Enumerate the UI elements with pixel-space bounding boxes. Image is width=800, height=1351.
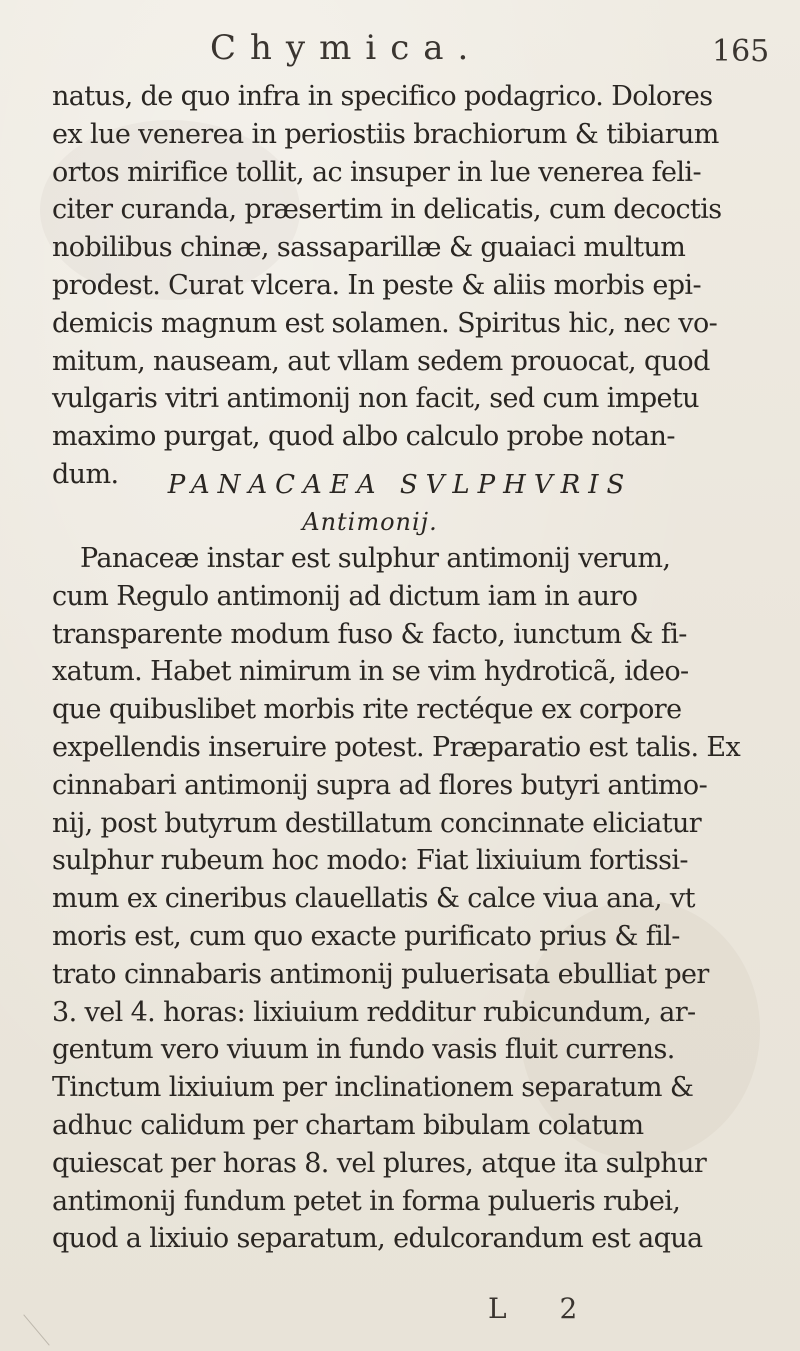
text-line: 3. vel 4. horas: lixiuium redditur rubicundum, ar-: [52, 996, 696, 1028]
text-line: natus, de quo infra in specifico podagrico. Dolores: [52, 81, 713, 112]
text-line: gentum vero viuum in fundo vasis fluit currens.: [52, 1034, 675, 1066]
text-line: ortos mirifice tollit, ac insuper in lue venerea feli-: [52, 156, 701, 188]
section-subtitle: [0, 508, 800, 536]
text-line: nij, post butyrum destillatum concinnate eliciatur: [52, 807, 702, 839]
text-line: citer curanda, præsertim in delicatis, cum decoctis: [52, 194, 722, 226]
text-line: demicis magnum est solamen. Spiritus hic, nec vo-: [52, 307, 718, 339]
text-line: que quibuslibet morbis rite rectéque ex corpore: [52, 694, 682, 726]
paragraph-panacea: [52, 540, 772, 1258]
page-number: 165: [712, 34, 770, 69]
text-line: mum ex cineribus clauellatis & calce viua ana, vt: [52, 883, 695, 915]
text-line: Panaceæ instar est sulphur antimonij verum,: [80, 543, 671, 574]
text-line: ex lue venerea in periostiis brachiorum & tibiarum: [52, 118, 719, 150]
text-line: cinnabari antimonij supra ad flores butyri antimo-: [52, 769, 708, 801]
signature-mark: L 2: [488, 1292, 600, 1325]
section-subtitle-text: Antimonij.: [302, 508, 438, 536]
text-line: transparente modum fuso & facto, iunctum & fi-: [52, 618, 687, 650]
running-head: Chymica.: [210, 28, 483, 68]
page-header: [0, 28, 800, 78]
text-line: prodest. Curat vlcera. In peste & aliis morbis epi-: [52, 269, 701, 301]
text-line: dum.: [52, 458, 119, 490]
text-line: Tinctum lixiuium per inclinationem separatum &: [52, 1072, 694, 1104]
text-line: nobilibus chinæ, sassaparillæ & guaiaci multum: [52, 232, 686, 264]
text-line: maximo purgat, quod albo calculo probe notan-: [52, 421, 675, 453]
text-line: cum Regulo antimonij ad dictum iam in auro: [52, 580, 638, 612]
text-line: mitum, nauseam, aut vllam sedem prouocat, quod: [52, 345, 710, 377]
margin-scratch: [23, 1314, 49, 1345]
section-title: PANACAEA SVLPHVRIS: [167, 470, 633, 500]
text-line: sulphur rubeum hoc modo: Fiat lixiuium fortissi-: [52, 845, 688, 877]
text-line: quod a lixiuio separatum, edulcorandum est aqua: [52, 1223, 703, 1255]
text-line: adhuc calidum per chartam bibulam colatum: [52, 1109, 644, 1141]
text-line: quiescat per horas 8. vel plures, atque ita sulphur: [52, 1147, 707, 1179]
text-line: antimonij fundum petet in forma pulueris rubei,: [52, 1185, 681, 1217]
text-line: vulgaris vitri antimonij non facit, sed cum impetu: [52, 383, 699, 415]
text-line: trato cinnabaris antimonij puluerisata ebulliat per: [52, 958, 709, 990]
paragraph-continued: [52, 78, 772, 494]
text-line: xatum. Habet nimirum in se vim hydroticã, ideo-: [52, 656, 689, 688]
text-line: moris est, cum quo exacte purificato prius & fil-: [52, 920, 680, 952]
text-line: expellendis inseruire potest. Præparatio est talis. Ex: [52, 731, 741, 763]
